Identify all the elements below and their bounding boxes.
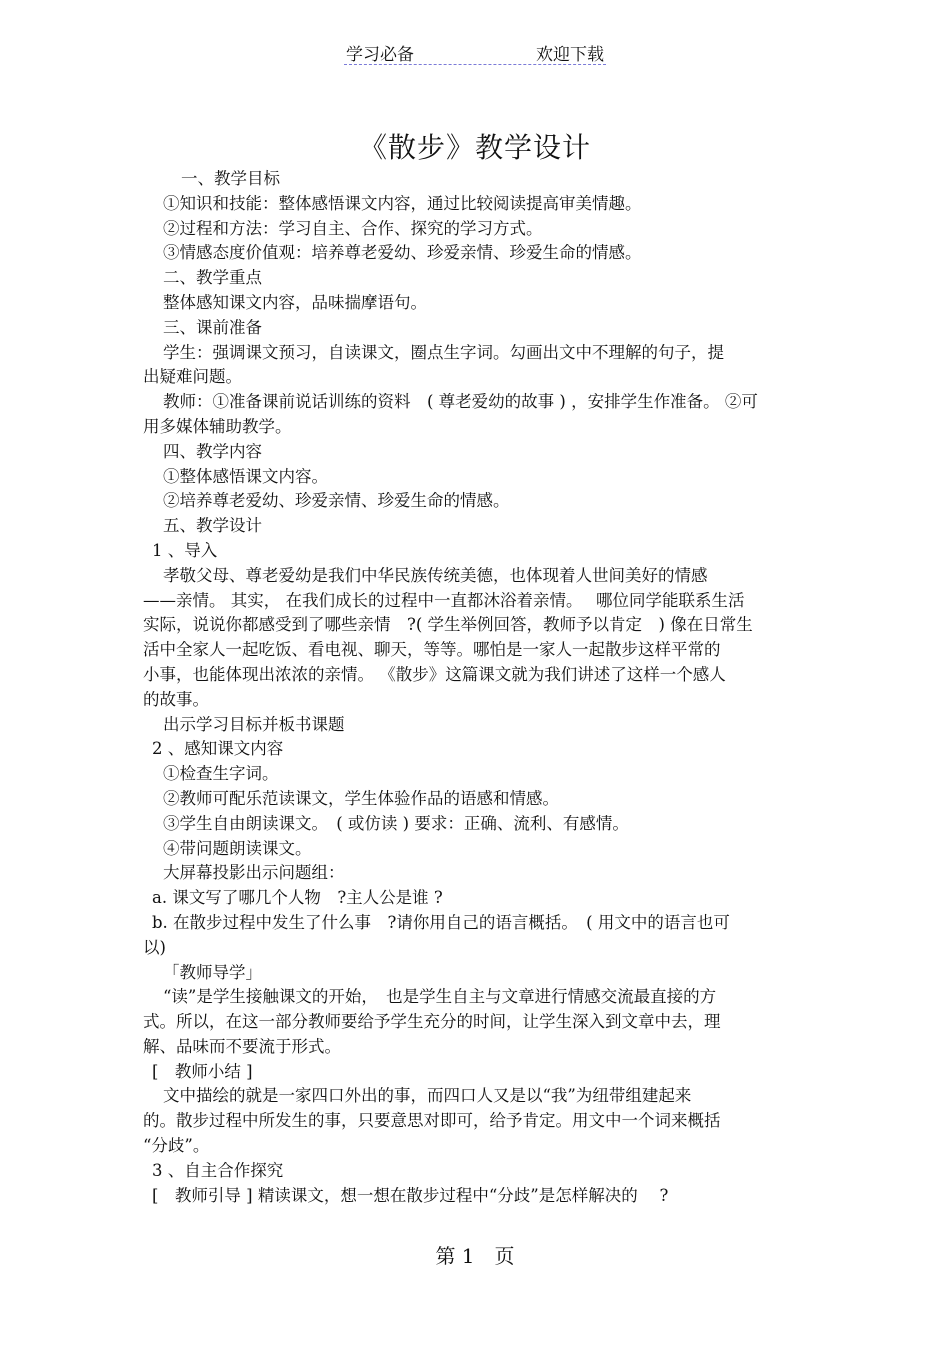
text-line: ①检查生字词。 xyxy=(163,764,279,784)
text-line: 解、品味而不要流于形式。 xyxy=(143,1036,341,1056)
text-line: 「教师导学」 xyxy=(163,962,262,982)
text-line: 一、教学目标 xyxy=(181,169,280,188)
text-line: ②教师可配乐范读课文，学生体验作品的语感和情感。 xyxy=(163,788,559,808)
text-line: 2 、感知课文内容 xyxy=(152,739,284,759)
text-line: 的故事。 xyxy=(143,689,209,709)
text-line: [ 教师小结 ] xyxy=(152,1061,253,1081)
text-line: 1 、导入 xyxy=(152,540,218,560)
text-line: 用多媒体辅助教学。 xyxy=(143,416,292,436)
text-line: 小事，也能体现出浓浓的亲情。 《散步》这篇课文就为我们讲述了这样一个感人 xyxy=(143,664,726,684)
text-line: [ 教师引导 ] 精读课文，想一想在散步过程中“分歧”是怎样解决的 ? xyxy=(152,1185,669,1205)
text-line: a. 课文写了哪几个人物 ?主人公是谁 ? xyxy=(152,888,443,908)
document-body xyxy=(143,167,808,1208)
document-title: 《散步》教学设计 xyxy=(358,131,591,164)
text-line: 文中描绘的就是一家四口外出的事，而四口人又是以“我”为纽带组建起来 xyxy=(163,1086,692,1106)
text-line: ③学生自由朗读课文。 ( 或仿读 ) 要求：正确、流利、有感情。 xyxy=(163,813,629,833)
text-line: 三、课前准备 xyxy=(163,317,262,337)
text-line: “分歧”。 xyxy=(143,1136,210,1156)
text-line: 出疑难问题。 xyxy=(143,367,242,387)
text-line: ③情感态度价值观：培养尊老爱幼、珍爱亲情、珍爱生命的情感。 xyxy=(163,243,642,263)
text-line: 的。散步过程中所发生的事，只要意思对即可，给予肯定。用文中一个词来概括 xyxy=(143,1111,721,1131)
text-line: 式。所以，在这一部分教师要给予学生充分的时间，让学生深入到文章中去，理 xyxy=(143,1012,721,1032)
header-left-text: 学习必备 xyxy=(346,45,414,65)
text-line: “读”是学生接触课文的开始， 也是学生自主与文章进行情感交流最直接的方 xyxy=(163,987,717,1007)
text-line: 四、教学内容 xyxy=(163,441,262,461)
text-line: b. 在散步过程中发生了什么事 ?请你用自己的语言概括。 ( 用文中的语言也可 xyxy=(152,912,730,932)
page-number: 第 1 页 xyxy=(435,1244,515,1268)
text-line: 学生：强调课文预习，自读课文，圈点生字词。勾画出文中不理解的句子，提 xyxy=(163,342,724,362)
text-line: ——亲情。 其实， 在我们成长的过程中一直都沐浴着亲情。 哪位同学能联系生活 xyxy=(143,590,745,610)
text-line: 二、教学重点 xyxy=(163,268,262,288)
text-line: 实际，说说你都感受到了哪些亲情 ?( 学生举例回答，教师予以肯定 ) 像在日常生 xyxy=(143,615,753,635)
text-line: 以) xyxy=(143,937,166,957)
text-line: ④带问题朗读课文。 xyxy=(163,838,312,858)
text-line: 活中全家人一起吃饭、看电视、聊天，等等。哪怕是一家人一起散步这样平常的 xyxy=(143,640,721,660)
text-line: ①整体感悟课文内容。 xyxy=(163,466,328,486)
text-line: 大屏幕投影出示问题组： xyxy=(163,863,345,883)
text-line: ②过程和方法：学习自主、合作、探究的学习方式。 xyxy=(163,218,543,238)
text-line: 3 、自主合作探究 xyxy=(152,1160,284,1180)
text-line: 孝敬父母、尊老爱幼是我们中华民族传统美德，也体现着人世间美好的情感 xyxy=(163,565,708,585)
header-right-text: 欢迎下载 xyxy=(536,45,604,65)
text-line: 五、教学设计 xyxy=(163,516,262,536)
text-line: 出示学习目标并板书课题 xyxy=(163,714,345,734)
text-line: ②培养尊老爱幼、珍爱亲情、珍爱生命的情感。 xyxy=(163,491,510,511)
text-line: ①知识和技能：整体感悟课文内容，通过比较阅读提高审美情趣。 xyxy=(163,193,642,213)
page-header xyxy=(344,40,606,65)
text-line: 整体感知课文内容，品味揣摩语句。 xyxy=(163,292,427,312)
text-line: 教师：①准备课前说话训练的资料 ( 尊老爱幼的故事 ) ，安排学生作准备。 ②可 xyxy=(163,392,758,412)
